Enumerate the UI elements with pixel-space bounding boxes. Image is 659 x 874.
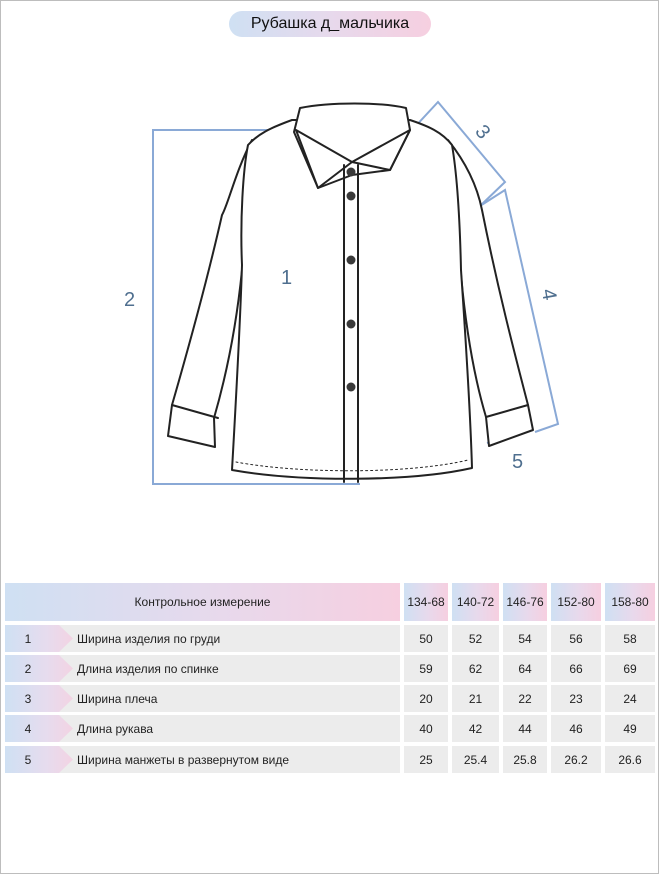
- row-label: Ширина манжеты в развернутом виде: [77, 752, 290, 767]
- table-header-size: 146-76: [503, 583, 547, 621]
- row-label: Ширина плеча: [77, 691, 158, 706]
- table-cell: 69: [605, 655, 655, 682]
- table-cell: 21: [452, 685, 499, 712]
- table-cell: 50: [404, 625, 448, 652]
- table-cell: 59: [404, 655, 448, 682]
- table-cell: 26.2: [551, 746, 601, 773]
- table-header-size: 140-72: [452, 583, 499, 621]
- table-row-label: [5, 715, 400, 742]
- button-dot: [347, 256, 356, 265]
- table-cell: 25.8: [503, 746, 547, 773]
- row-label: Длина рукава: [77, 721, 154, 736]
- button-dot: [347, 383, 356, 392]
- table-header-size: 158-80: [605, 583, 655, 621]
- table-cell: 24: [605, 685, 655, 712]
- measure-label-2: 2: [124, 289, 136, 311]
- table-cell: 52: [452, 625, 499, 652]
- table-row-label: [5, 746, 400, 773]
- table-cell: 58: [605, 625, 655, 652]
- row-number: 4: [24, 721, 32, 736]
- table-header-label: Контрольное измерение: [5, 583, 400, 621]
- table-header-size: 152-80: [551, 583, 601, 621]
- table-row-label: [5, 685, 400, 712]
- table-cell: 42: [452, 715, 499, 742]
- table-cell: 20: [404, 685, 448, 712]
- shirt-outline: [168, 104, 533, 483]
- table-cell: 25: [404, 746, 448, 773]
- measure-label-4: 4: [536, 287, 561, 302]
- row-number: 3: [24, 691, 32, 706]
- table-cell: 56: [551, 625, 601, 652]
- table-cell: 64: [503, 655, 547, 682]
- table-cell: 22: [503, 685, 547, 712]
- button-dot: [347, 192, 356, 201]
- button-dot: [347, 320, 356, 329]
- table-row-label: [5, 625, 400, 652]
- table-cell: 23: [551, 685, 601, 712]
- page-title: Рубашка д_мальчика: [229, 11, 431, 37]
- row-number: 2: [24, 661, 32, 676]
- table-cell: 54: [503, 625, 547, 652]
- row-label: Ширина изделия по груди: [77, 631, 221, 646]
- row-number: 5: [24, 752, 32, 767]
- measure-label-3: 3: [470, 120, 495, 144]
- table-cell: 25.4: [452, 746, 499, 773]
- table-cell: 62: [452, 655, 499, 682]
- button-dot: [347, 168, 356, 177]
- table-header-size: 134-68: [404, 583, 448, 621]
- row-label: Длина изделия по спинке: [77, 661, 219, 676]
- row-number: 1: [24, 631, 32, 646]
- table-cell: 49: [605, 715, 655, 742]
- measure-label-1: 1: [281, 267, 293, 289]
- table-cell: 66: [551, 655, 601, 682]
- table-cell: 46: [551, 715, 601, 742]
- table-cell: 26.6: [605, 746, 655, 773]
- table-cell: 40: [404, 715, 448, 742]
- table-cell: 44: [503, 715, 547, 742]
- table-row-label: [5, 655, 400, 682]
- measure-label-5: 5: [512, 451, 524, 473]
